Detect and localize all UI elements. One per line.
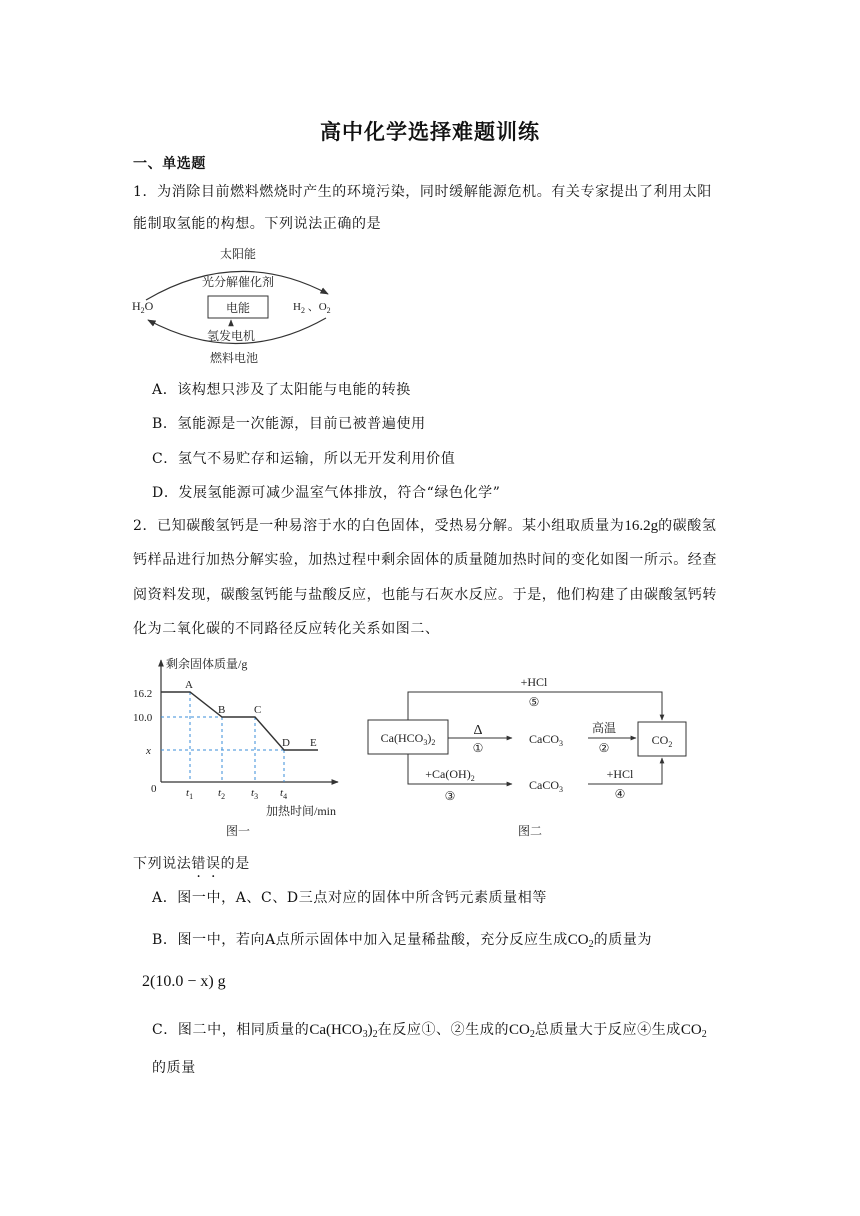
q1-option-a: A．该构想只涉及了太阳能与电能的转换 [152, 382, 411, 398]
fig2-route1-number: ① [472, 741, 484, 755]
fig1-origin: 0 [151, 783, 157, 795]
fig1-point-e: E [310, 737, 317, 749]
fig2-caco3-lower: CaCO$_3$ [529, 778, 563, 794]
fig1-ytick-16-2: 16.2 [133, 688, 153, 700]
fig1-point-b: B [218, 704, 226, 716]
q2-figure2-pathway [362, 672, 700, 842]
fig1-ytick-x: x [146, 745, 151, 757]
q1-top-label: 太阳能 [219, 247, 257, 261]
q1-electric-label: 电能 [225, 301, 251, 315]
fig2-high-temp: 高温 [591, 721, 617, 735]
fig1-point-d: D [282, 737, 290, 749]
q2-option-c-formula: $Ca(HCO_3)_2$ [309, 1022, 378, 1040]
q2-option-b-formula: $CO_2$ [567, 932, 594, 950]
q2-figure1-graph [133, 652, 358, 842]
q1-right-species: $H_2$ 、$O_2$ [293, 301, 331, 315]
q1-energy-cycle-diagram [128, 244, 348, 368]
fig1-xtick-t1: $t_1$ [186, 787, 194, 801]
fig2-caco3-upper: CaCO$_3$ [529, 732, 563, 748]
fig2-start-label: $Ca(HCO_3)_2$ [380, 731, 436, 747]
fig2-route4-number: ④ [614, 787, 626, 801]
q1-stem-line2: 能制取氢能的构想。下列说法正确的是 [133, 216, 382, 232]
q2-stem-line4: 化为二氧化碳的不同路径反应转化关系如图二、 [133, 621, 440, 637]
fig2-route3-reagent: $+Ca(OH)_2$ [425, 767, 475, 783]
q2-option-a: A．图一中，A、C、D三点对应的固体中所含钙元素质量相等 [152, 890, 547, 906]
fig1-xtick-t3: $t_3$ [251, 787, 259, 801]
fig2-route2-number: ② [598, 741, 610, 755]
fig1-ylabel: 剩余固体质量/g [166, 657, 248, 671]
q2-option-c: C．图二中，相同质量的$Ca(HCO_3)_2$在反应①、②生成的$CO_2$总质量大于反应④生成$CO_2$ [152, 1022, 707, 1040]
fig2-route5-reagent: +HCl [520, 675, 548, 689]
fig2-route4-reagent: +HCl [606, 767, 634, 781]
fig1-ytick-10-0: 10.0 [133, 712, 153, 724]
q2-option-c-cont: 的质量 [152, 1060, 196, 1076]
fig1-point-a: A [185, 679, 193, 691]
q2-stem-line1: 2．已知碳酸氢钙是一种易溶于水的白色固体，受热易分解。某小组取质量为16.2g的碳酸氢 [133, 518, 717, 534]
fig1-xlabel: 加热时间/min [266, 804, 337, 818]
q2-option-b: B．图一中，若向A点所示固体中加入足量稀盐酸，充分反应生成$CO_2$的质量为 [152, 932, 653, 950]
fig1-point-c: C [254, 704, 262, 716]
fig2-delta: Δ [473, 723, 483, 738]
q1-upper-label: 光分解催化剂 [201, 275, 275, 289]
fig1-mass-curve [161, 692, 318, 750]
q2-question-prompt: 下列说法错误的是 [133, 856, 250, 872]
emphasis-char-1: 错 [191, 856, 207, 872]
q2-stem-line2: 钙样品进行加热分解实验，加热过程中剩余固体的质量随加热时间的变化如图一所示。经查 [133, 552, 717, 568]
q1-option-d: D．发展氢能源可减少温室气体排放，符合“绿色化学” [152, 485, 501, 501]
q1-bottom-label: 燃料电池 [209, 351, 259, 365]
section-heading: 一、单选题 [133, 156, 206, 172]
fig2-route3-number: ③ [444, 789, 456, 803]
q1-option-c: C．氢气不易贮存和运输，所以无开发利用价值 [152, 451, 456, 467]
fig2-caption: 图二 [517, 824, 543, 838]
fig2-end-label: $CO_2$ [651, 733, 673, 749]
emphasis-char-2: 误 [206, 856, 221, 872]
q2-mass-value: 16.2g [624, 518, 659, 534]
fig1-xtick-t4: $t_4$ [280, 787, 288, 801]
page-title: 高中化学选择难题训练 [320, 120, 540, 144]
q1-option-b: B．氢能源是一次能源，目前已被普遍使用 [152, 416, 426, 432]
q1-stem-line1: 1．为消除目前燃料燃烧时产生的环境污染，同时缓解能源危机。有关专家提出了利用太阳 [133, 184, 712, 200]
q2-stem-line3: 阅资料发现，碳酸氢钙能与盐酸反应，也能与石灰水反应。于是，他们构建了由碳酸氢钙转 [133, 587, 717, 603]
q1-left-species: $H_2O$ [132, 299, 154, 315]
fig1-caption: 图一 [225, 824, 251, 838]
q1-lower-label: 氢发电机 [206, 329, 256, 343]
fig2-route5-number: ⑤ [528, 695, 540, 709]
q2-option-b-expression: 2(10.0 − x) g [142, 973, 226, 990]
fig1-xtick-t2: $t_2$ [218, 787, 226, 801]
